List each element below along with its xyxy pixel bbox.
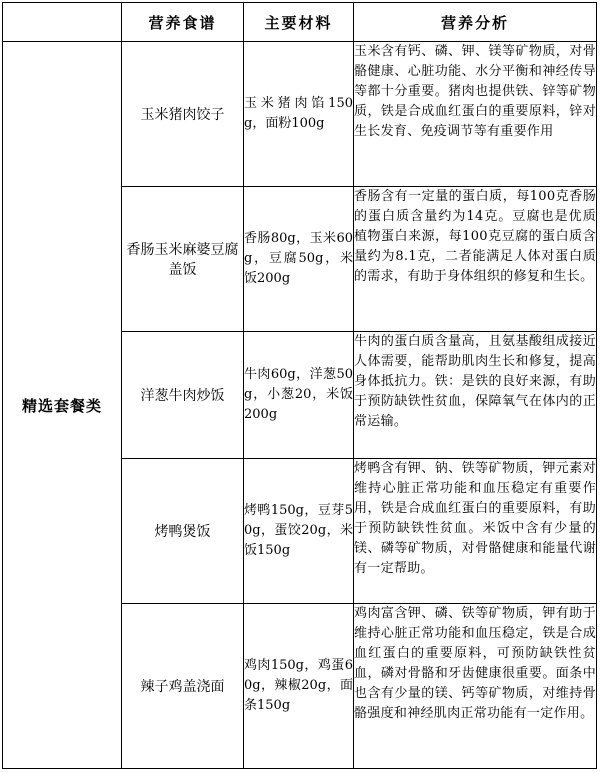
table-row: [3, 42, 597, 187]
header-row: [3, 3, 597, 42]
recipe-name: 玉米猪肉饺子: [122, 42, 244, 187]
recipe-name: 辣子鸡盖浇面: [122, 604, 244, 769]
materials-text: 鸡肉150g，鸡蛋60g，辣椒20g，面条150g: [244, 604, 354, 769]
materials-text: 牛肉60g，洋葱50g，小葱20，米饭200g: [244, 332, 354, 459]
analysis-text: 鸡肉富含钾、磷、铁等矿物质，钾有助于维持心脏正常功能和血压稳定，铁是合成血红蛋白的重要原料，可预防缺铁性贫血，磷对骨骼和牙齿健康很重要。面条中也含有少量的镁、钙等矿物质，对维持骨骼强度和神经肌肉正常功能有一定作用。: [354, 604, 597, 769]
materials-text: 玉米猪肉馅150g，面粉100g: [244, 42, 354, 187]
recipe-header: 营养食谱: [122, 3, 244, 42]
materials-text: 烤鸭150g，豆芽50g，蛋饺20g，米饭150g: [244, 459, 354, 604]
nutrition-table: [2, 2, 597, 769]
materials-text: 香肠80g，玉米60g，豆腐50g，米饭200g: [244, 187, 354, 332]
recipe-name: 烤鸭煲饭: [122, 459, 244, 604]
analysis-text: 牛肉的蛋白质含量高，且氨基酸组成接近人体需要，能帮助肌肉生长和修复，提高身体抵抗力。铁：是铁的良好来源，有助于预防缺铁性贫血，保障氧气在体内的正常运输。: [354, 332, 597, 459]
category-cell: 精选套餐类: [3, 42, 122, 769]
analysis-text: 玉米含有钙、磷、钾、镁等矿物质，对骨骼健康、心脏功能、水分平衡和神经传导等都十分重要。猪肉也提供铁、锌等矿物质，铁是合成血红蛋白的重要原料，锌对生长发育、免疫调节等有重要作用: [354, 42, 597, 187]
recipe-name: 洋葱牛肉炒饭: [122, 332, 244, 459]
recipe-name: 香肠玉米麻婆豆腐盖饭: [122, 187, 244, 332]
category-header: [3, 3, 122, 42]
analysis-header: 营养分析: [354, 3, 597, 42]
analysis-text: 烤鸭含有钾、钠、铁等矿物质，钾元素对维持心脏正常功能和血压稳定有重要作用，铁是合成血红蛋白的重要原料，有助于预防缺铁性贫血。米饭中含有少量的镁、磷等矿物质，对骨骼健康和能量代谢有一定帮助。: [354, 459, 597, 604]
analysis-text: 香肠含有一定量的蛋白质，每100克香肠的蛋白质含量约为14克。豆腐也是优质植物蛋白来源，每100克豆腐的蛋白质含量约为8.1克，二者能满足人体对蛋白质的需求，有助于身体组织的修复和生长。: [354, 187, 597, 332]
materials-header: 主要材料: [244, 3, 354, 42]
